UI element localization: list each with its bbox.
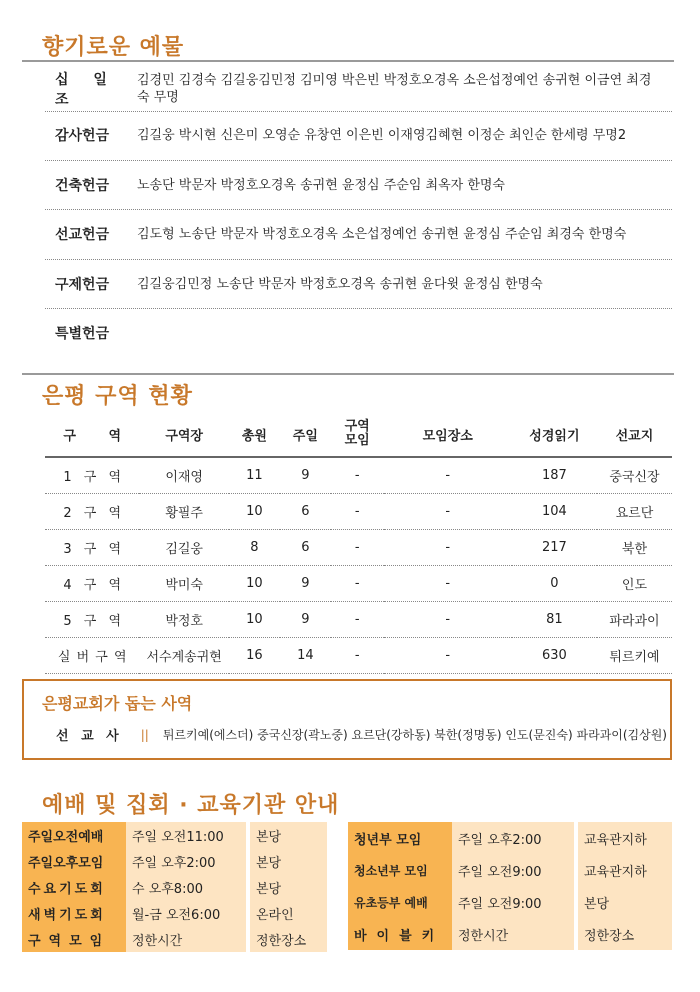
service-name: 유초등부 예배 (348, 886, 452, 918)
cell-sunday: 9 (280, 457, 331, 494)
offering-label: 건축헌금 (55, 178, 110, 194)
service-time: 수 오후8:00 (126, 874, 246, 900)
services-title: 예배 및 집회 · 교육기관 안내 (42, 793, 340, 818)
offerings-divider (22, 60, 674, 62)
service-name: 수요기도회 (22, 874, 126, 900)
table-row (45, 602, 672, 638)
offering-names: 김길웅 박시현 신은미 오영순 유창연 이은빈 이재영김혜현 이정순 최인순 한세령 무명2 (137, 127, 627, 143)
service-place: 온라인 (250, 900, 327, 926)
service-time: 정한시간 (452, 918, 574, 950)
cell-meeting: - (331, 638, 384, 674)
col-district: 구 역 (45, 412, 139, 457)
offering-row-relief (45, 262, 672, 306)
cell-meeting: - (331, 530, 384, 566)
cell-place: - (384, 566, 512, 602)
service-place: 교육관지하 (578, 822, 672, 854)
table-row (45, 638, 672, 674)
table-row (45, 494, 672, 530)
cell-bible: 0 (512, 566, 597, 602)
table-row (45, 530, 672, 566)
cell-place: - (384, 457, 512, 494)
offering-row-mission (45, 212, 672, 256)
cell-leader: 박미숙 (139, 566, 229, 602)
table-header-row (45, 412, 672, 457)
cell-leader: 박정호 (139, 602, 229, 638)
offering-label: 선교헌금 (55, 227, 110, 243)
cell-district: 실 버 구 역 (45, 638, 139, 674)
cell-leader: 서수계송귀현 (139, 638, 229, 674)
table-row (348, 886, 672, 918)
cell-sunday: 9 (280, 566, 331, 602)
col-meeting-line2: 모임 (344, 433, 370, 448)
offering-row-tithe (45, 68, 672, 110)
cell-meeting: - (331, 494, 384, 530)
table-row (348, 918, 672, 950)
dotted-divider (45, 259, 672, 260)
cell-sunday: 9 (280, 602, 331, 638)
dotted-divider (45, 308, 672, 309)
cell-missionary: 인도 (597, 566, 672, 602)
districts-title: 은평 구역 현황 (42, 384, 193, 409)
cell-meeting: - (331, 457, 384, 494)
table-row (22, 874, 327, 900)
cell-leader: 황필주 (139, 494, 229, 530)
service-time: 주일 오후2:00 (126, 848, 246, 874)
service-place: 정한장소 (250, 926, 327, 952)
cell-place: - (384, 638, 512, 674)
table-row (22, 926, 327, 952)
cell-missionary: 파라과이 (597, 602, 672, 638)
cell-bible: 104 (512, 494, 597, 530)
cell-leader: 이재영 (139, 457, 229, 494)
offering-label: 특별헌금 (55, 326, 110, 342)
service-name: 청년부 모임 (348, 822, 452, 854)
service-place: 본당 (250, 822, 327, 848)
offering-names: 김도형 노송단 박문자 박정호오경옥 소은섭정예언 송귀현 윤정심 주순임 최경숙 한명숙 (137, 226, 627, 242)
mission-text: 튀르키예(에스더) 중국신장(곽노중) 요르단(강하동) 북한(정명동) 인도(문진숙) 파라과이(김상원) (162, 728, 667, 742)
col-place: 모임장소 (384, 412, 512, 457)
dotted-divider (45, 111, 672, 112)
cell-sunday: 6 (280, 494, 331, 530)
service-name: 주일오전예배 (22, 822, 126, 848)
service-time: 주일 오전9:00 (452, 886, 574, 918)
district-table (45, 412, 672, 674)
service-time: 주일 오후2:00 (452, 822, 574, 854)
cell-place: - (384, 530, 512, 566)
cell-district: 3 구 역 (45, 530, 139, 566)
service-place: 본당 (250, 848, 327, 874)
cell-sunday: 14 (280, 638, 331, 674)
table-row (45, 457, 672, 494)
offering-row-building (45, 164, 672, 206)
cell-meeting: - (331, 566, 384, 602)
service-name: 주일오후모임 (22, 848, 126, 874)
offering-label: 십 일 조 (55, 72, 117, 108)
service-place: 본당 (578, 886, 672, 918)
offering-label: 구제헌금 (55, 277, 110, 293)
cell-bible: 630 (512, 638, 597, 674)
mission-title: 은평교회가 돕는 사역 (42, 694, 193, 713)
table-row (348, 854, 672, 886)
cell-total: 10 (229, 602, 280, 638)
service-name: 청소년부 모임 (348, 854, 452, 886)
cell-missionary: 튀르키예 (597, 638, 672, 674)
cell-total: 16 (229, 638, 280, 674)
col-leader: 구역장 (139, 412, 229, 457)
col-sunday: 주일 (280, 412, 331, 457)
service-time: 주일 오전9:00 (452, 854, 574, 886)
offering-names: 김경민 김경숙 김길웅김민정 김미영 박은빈 박정호오경옥 소은섭정예언 송귀현 이금연 최경숙 무명 (137, 73, 652, 105)
dotted-divider (45, 160, 672, 161)
table-row (22, 822, 327, 848)
service-place: 정한장소 (578, 918, 672, 950)
cell-place: - (384, 494, 512, 530)
service-place: 본당 (250, 874, 327, 900)
cell-leader: 김길웅 (139, 530, 229, 566)
cell-bible: 187 (512, 457, 597, 494)
cell-total: 8 (229, 530, 280, 566)
mission-row (56, 725, 667, 744)
table-row (22, 900, 327, 926)
cell-missionary: 중국신장 (597, 457, 672, 494)
cell-bible: 217 (512, 530, 597, 566)
offering-row-special (45, 312, 672, 354)
table-row (45, 566, 672, 602)
offerings-title: 향기로운 예물 (42, 35, 185, 60)
cell-district: 2 구 역 (45, 494, 139, 530)
offering-names: 김길웅김민정 노송단 박문자 박정호오경옥 송귀현 윤다윗 윤정심 한명숙 (137, 276, 543, 292)
services-table-left (22, 822, 327, 952)
cell-missionary: 요르단 (597, 494, 672, 530)
offering-row-thanks (45, 114, 672, 156)
cell-total: 11 (229, 457, 280, 494)
mission-separator: || (140, 727, 149, 742)
col-missionary: 선교지 (597, 412, 672, 457)
col-meeting-line1: 구역 (344, 419, 370, 434)
offering-names: 노송단 박문자 박정호오경옥 송귀현 윤정심 주순임 최옥자 한명숙 (137, 177, 505, 193)
cell-place: - (384, 602, 512, 638)
col-meeting (331, 412, 384, 457)
cell-district: 1 구 역 (45, 457, 139, 494)
cell-total: 10 (229, 566, 280, 602)
service-time: 주일 오전11:00 (126, 822, 246, 848)
table-row (22, 848, 327, 874)
cell-district: 4 구 역 (45, 566, 139, 602)
services-table-right (348, 822, 672, 950)
service-time: 정한시간 (126, 926, 246, 952)
cell-district: 5 구 역 (45, 602, 139, 638)
mission-label: 선 교 사 (56, 729, 123, 744)
service-place: 교육관지하 (578, 854, 672, 886)
offering-label: 감사헌금 (55, 128, 110, 144)
service-name: 새벽기도회 (22, 900, 126, 926)
col-total: 총원 (229, 412, 280, 457)
table-row (348, 822, 672, 854)
col-bible: 성경읽기 (512, 412, 597, 457)
cell-total: 10 (229, 494, 280, 530)
service-name: 구역모임 (22, 926, 126, 952)
cell-missionary: 북한 (597, 530, 672, 566)
cell-meeting: - (331, 602, 384, 638)
service-name: 바이블키 (348, 918, 452, 950)
cell-sunday: 6 (280, 530, 331, 566)
dotted-divider (45, 209, 672, 210)
cell-bible: 81 (512, 602, 597, 638)
service-time: 월-금 오전6:00 (126, 900, 246, 926)
districts-divider (22, 373, 674, 375)
mission-box (22, 679, 672, 760)
